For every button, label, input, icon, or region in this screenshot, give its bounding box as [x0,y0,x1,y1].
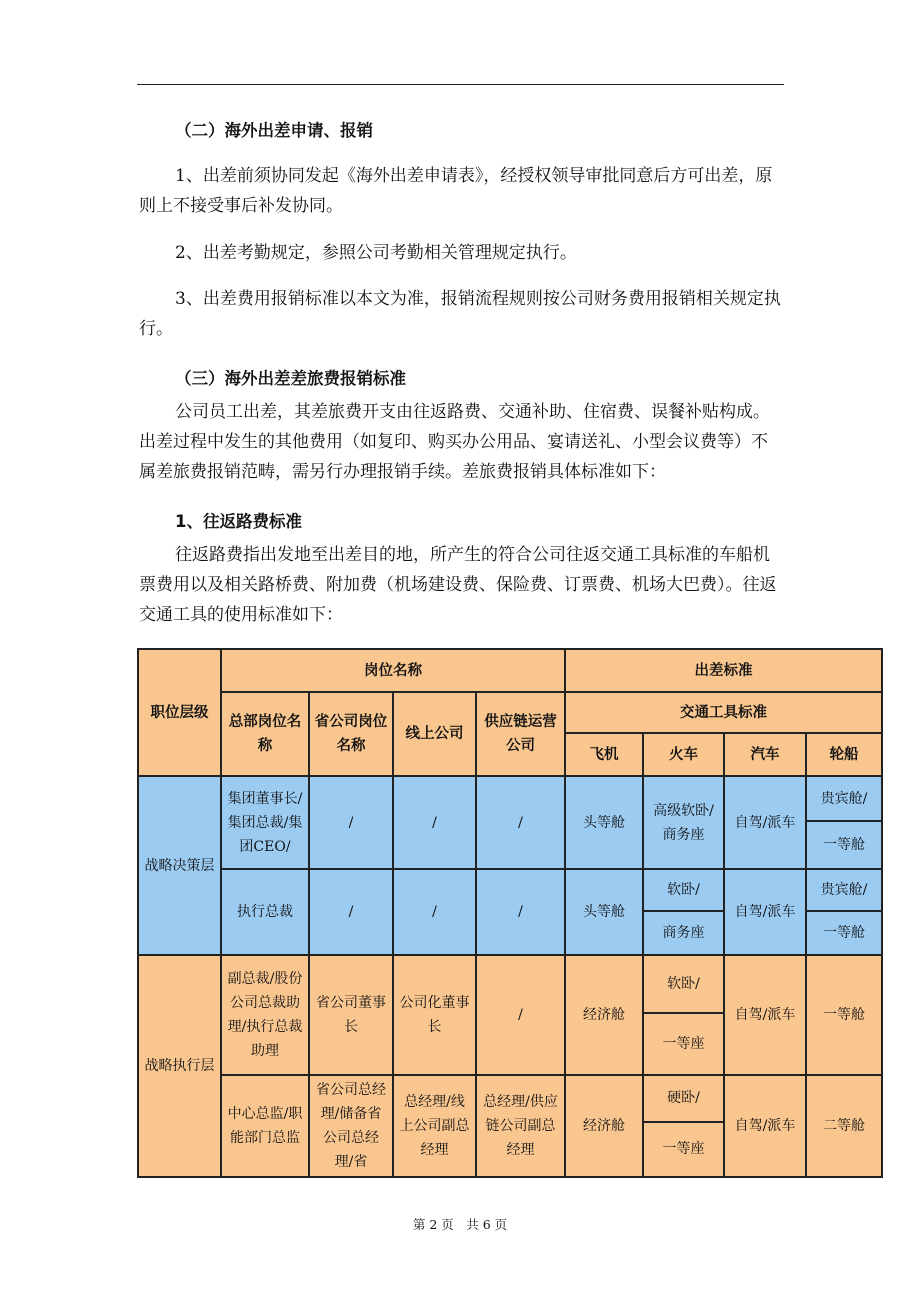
paragraph-2: 2、出差考勤规定，参照公司考勤相关管理规定执行。 [175,243,577,263]
cell-online: 公司化董事长 [393,955,476,1075]
page-footer: 第 2 页 共 6 页 [412,1217,508,1232]
th-supply: 供应链运营公司 [476,692,565,776]
section-heading-3: （三）海外出差差旅费报销标准 [175,369,406,388]
cell-hq: 集团董事长/集团总裁/集团CEO/ [221,776,309,869]
cell-train: 一等座 [643,1122,724,1177]
cell-prov: / [309,869,393,955]
cell-prov: 省公司董事长 [309,955,393,1075]
cell-ship: 贵宾舱/ [806,869,882,911]
cell-car: 自驾/派车 [724,776,806,869]
cell-supply: 总经理/供应链公司副总经理 [476,1075,565,1177]
cell-car: 自驾/派车 [724,869,806,955]
cell-supply: / [476,776,565,869]
cell-online: 总经理/线上公司副总经理 [393,1075,476,1177]
paragraph-5: 往返路费指出发地至出差目的地，所产生的符合公司往返交通工具标准的车船机票费用以及相关路桥费、附加费（机场建设费、保险费、订票费、机场大巴费）。往返交通工具的使用标准如下： [139,545,777,625]
cell-ship: 贵宾舱/ [806,776,882,821]
cell-hq: 中心总监/职能部门总监 [221,1075,309,1177]
cell-ship: 一等舱 [806,911,882,955]
th-transport: 交通工具标准 [565,692,882,733]
th-positions: 岗位名称 [221,649,565,692]
cell-plane: 头等舱 [565,776,643,869]
th-train: 火车 [643,733,724,776]
cell-train: 软卧/ [643,955,724,1013]
paragraph-4: 公司员工出差，其差旅费开支由往返路费、交通补助、住宿费、误餐补贴构成。出差过程中发生的其他费用（如复印、购买办公用品、宴请送礼、小型会议费等）不属差旅费报销范畴，需另行办理报销手续。差旅费报销具体标准如下： [139,402,770,482]
cell-online: / [393,776,476,869]
cell-car: 自驾/派车 [724,1075,806,1177]
paragraph-1: 1、出差前须协同发起《海外出差申请表》，经授权领导审批同意后方可出差，原则上不接受事后补发协同。 [139,166,773,216]
th-car: 汽车 [724,733,806,776]
cell-train: 硬卧/ [643,1075,724,1122]
th-hq: 总部岗位名称 [221,692,309,776]
cell-ship: 二等舱 [806,1075,882,1177]
cell-supply: / [476,955,565,1075]
cell-hq: 副总裁/股份公司总裁助理/执行总裁助理 [221,955,309,1075]
cell-train: 商务座 [643,911,724,955]
th-ship: 轮船 [806,733,882,776]
cell-online: / [393,869,476,955]
section-heading-2: （二）海外出差申请、报销 [175,121,373,140]
header-rule [137,84,784,85]
cell-ship: 一等舱 [806,821,882,869]
cell-plane: 头等舱 [565,869,643,955]
cell-train: 高级软卧/商务座 [643,776,724,869]
cell-hq: 执行总裁 [221,869,309,955]
th-standard: 出差标准 [565,649,882,692]
cell-plane: 经济舱 [565,955,643,1075]
th-online: 线上公司 [393,692,476,776]
cell-ship: 一等舱 [806,955,882,1075]
th-plane: 飞机 [565,733,643,776]
subsection-heading: 1、往返路费标准 [175,512,302,531]
cell-car: 自驾/派车 [724,955,806,1075]
cell-train: 软卧/ [643,869,724,911]
level-execution: 战略执行层 [138,955,221,1177]
level-decision: 战略决策层 [138,776,221,955]
cell-prov: / [309,776,393,869]
paragraph-3: 3、出差费用报销标准以本文为准，报销流程规则按公司财务费用报销相关规定执行。 [139,289,781,339]
th-level: 职位层级 [138,649,221,776]
th-prov: 省公司岗位名称 [309,692,393,776]
cell-prov: 省公司总经理/储备省公司总经理/省 [309,1075,393,1177]
cell-train: 一等座 [643,1013,724,1075]
transport-standard-table [137,648,883,1178]
cell-plane: 经济舱 [565,1075,643,1177]
cell-supply: / [476,869,565,955]
